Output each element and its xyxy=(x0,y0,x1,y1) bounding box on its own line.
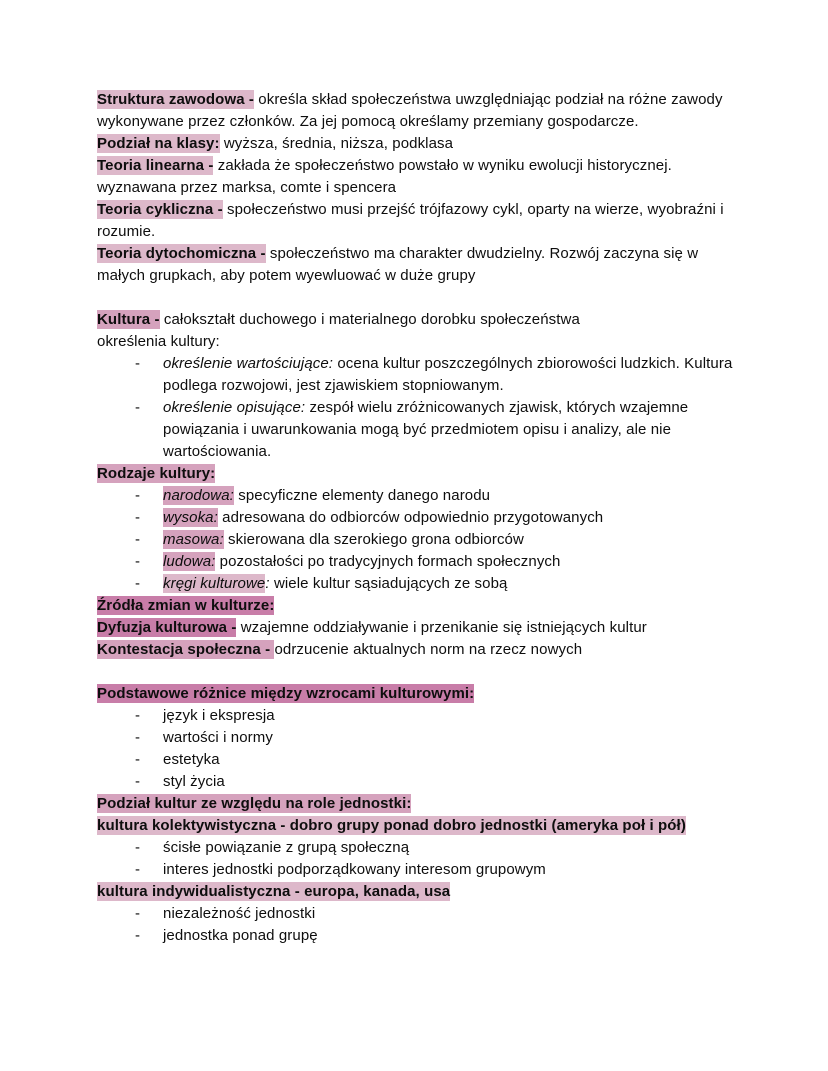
highlighted-text-run: narodowa: xyxy=(163,487,234,504)
paragraph xyxy=(97,89,743,133)
blank-line xyxy=(97,287,743,309)
highlighted-text-run: Podział kultur ze względu na role jednostki: xyxy=(97,795,412,812)
highlighted-text-run: Źródła zmian w kulturze: xyxy=(97,597,275,614)
text-run: pozostałości po tradycyjnych formach społecznych xyxy=(215,553,561,570)
document-body xyxy=(97,89,743,947)
list-item-text xyxy=(163,353,743,397)
text-run: wiele kultur sąsiadujących ze sobą xyxy=(269,575,508,592)
paragraph xyxy=(97,133,743,155)
paragraph xyxy=(97,793,743,815)
bullet-dash: - xyxy=(135,399,141,416)
list-item xyxy=(135,859,743,881)
highlighted-text-run: Podstawowe różnice między wzrocami kulturowymi: xyxy=(97,685,475,702)
list-item-text xyxy=(163,749,743,771)
text-run: niezależność jednostki xyxy=(163,905,316,922)
bullet-dash: - xyxy=(135,487,141,504)
text-run: wartości i normy xyxy=(163,729,273,746)
list-item-text xyxy=(163,771,743,793)
highlighted-text-run: Teoria dytochomiczna - xyxy=(97,245,266,262)
text-run: odrzucenie aktualnych norm na rzecz nowych xyxy=(274,641,583,658)
text-run: określenia kultury: xyxy=(97,333,220,350)
paragraph xyxy=(97,595,743,617)
highlighted-text-run: ludowa: xyxy=(163,553,216,570)
text-run: określenie opisujące: xyxy=(163,399,306,416)
list-item xyxy=(135,705,743,727)
text-run: społeczeństwo musi przejść trójfazowy cykl, oparty na wierze, wyobraźni i rozumie. xyxy=(97,201,724,240)
paragraph xyxy=(97,309,743,331)
bullet-dash: - xyxy=(135,553,141,570)
text-run: całokształt duchowego i materialnego dorobku społeczeństwa xyxy=(159,311,580,328)
bullet-dash: - xyxy=(135,773,141,790)
paragraph xyxy=(97,199,743,243)
list-item xyxy=(135,353,743,397)
list-item-text xyxy=(163,859,743,881)
list-item xyxy=(135,837,743,859)
text-run: styl życia xyxy=(163,773,225,790)
list-item xyxy=(135,551,743,573)
list-item xyxy=(135,771,743,793)
highlighted-text-run: Struktura zawodowa - xyxy=(97,91,255,108)
text-run: specyficzne elementy danego narodu xyxy=(233,487,491,504)
list-item-text xyxy=(163,397,743,463)
text-run: zakłada że społeczeństwo powstało w wyniku ewolucji historycznej. wyznawana przez marksa, comte i spencera xyxy=(97,157,672,196)
paragraph xyxy=(97,683,743,705)
bullet-dash: - xyxy=(135,839,141,856)
text-run: język i ekspresja xyxy=(163,707,275,724)
list-item xyxy=(135,925,743,947)
list-item xyxy=(135,749,743,771)
highlighted-text-run: kultura indywidualistyczna - europa, kanada, usa xyxy=(97,883,451,900)
list-item-text xyxy=(163,573,743,595)
list-item xyxy=(135,727,743,749)
paragraph xyxy=(97,463,743,485)
bullet-dash: - xyxy=(135,927,141,944)
list-item xyxy=(135,507,743,529)
bullet-dash: - xyxy=(135,707,141,724)
paragraph xyxy=(97,639,743,661)
bullet-dash: - xyxy=(135,905,141,922)
text-run: ścisłe powiązanie z grupą społeczną xyxy=(163,839,410,856)
bullet-dash: - xyxy=(135,861,141,878)
list-item xyxy=(135,573,743,595)
list-item xyxy=(135,529,743,551)
text-run: ocena kultur poszczególnych zbiorowości ludzkich. Kultura podlega rozwojowi, jest zjawiskiem stopniowanym. xyxy=(163,355,733,394)
text-run: : xyxy=(265,575,270,592)
bullet-dash: - xyxy=(135,575,141,592)
text-run: społeczeństwo ma charakter dwudzielny. Rozwój zaczyna się w małych grupkach, aby potem wyewluować w duże grupy xyxy=(97,245,699,284)
list-item-text xyxy=(163,837,743,859)
text-run: estetyka xyxy=(163,751,220,768)
text-run: określa skład społeczeństwa uwzględniając podział na różne zawody wykonywane przez członków. Za jej pomocą określamy przemiany gospodarcze. xyxy=(97,91,723,130)
text-run: jednostka ponad grupę xyxy=(163,927,318,944)
highlighted-text-run: Podział na klasy: xyxy=(97,135,220,152)
highlighted-text-run: wysoka: xyxy=(163,509,218,526)
bullet-dash: - xyxy=(135,531,141,548)
bullet-dash: - xyxy=(135,751,141,768)
text-run: wyższa, średnia, niższa, podklasa xyxy=(219,135,454,152)
paragraph xyxy=(97,617,743,639)
highlighted-text-run: masowa: xyxy=(163,531,224,548)
highlighted-text-run: kultura kolektywistyczna - dobro grupy ponad dobro jednostki (ameryka poł i pół) xyxy=(97,817,686,834)
list-item-text xyxy=(163,727,743,749)
text-run: adresowana do odbiorców odpowiednio przygotowanych xyxy=(217,509,604,526)
list-item-text xyxy=(163,507,743,529)
list-item-text xyxy=(163,925,743,947)
paragraph xyxy=(97,331,743,353)
paragraph xyxy=(97,243,743,287)
list-item-text xyxy=(163,903,743,925)
paragraph xyxy=(97,881,743,903)
highlighted-text-run: Kontestacja społeczna - xyxy=(97,641,275,658)
highlighted-text-run: Dyfuzja kulturowa - xyxy=(97,619,237,636)
list-item xyxy=(135,397,743,463)
text-run: określenie wartościujące: xyxy=(163,355,334,372)
text-run: zespół wielu zróżnicowanych zjawisk, których wzajemne powiązania i uwarunkowania mogą być przedmiotem opisu i analizy, ale nie wartościowania. xyxy=(163,399,689,460)
list-item-text xyxy=(163,485,743,507)
bullet-dash: - xyxy=(135,729,141,746)
blank-line xyxy=(97,661,743,683)
highlighted-text-run: kręgi kulturowe xyxy=(163,575,266,592)
bullet-dash: - xyxy=(135,355,141,372)
text-run: wzajemne oddziaływanie i przenikanie się istniejących kultur xyxy=(236,619,647,636)
highlighted-text-run: Rodzaje kultury: xyxy=(97,465,216,482)
paragraph xyxy=(97,815,743,837)
bullet-dash: - xyxy=(135,509,141,526)
list-item-text xyxy=(163,705,743,727)
list-item xyxy=(135,903,743,925)
list-item xyxy=(135,485,743,507)
highlighted-text-run: Kultura - xyxy=(97,311,160,328)
list-item-text xyxy=(163,551,743,573)
paragraph xyxy=(97,155,743,199)
text-run: skierowana dla szerokiego grona odbiorców xyxy=(223,531,524,548)
text-run: interes jednostki podporządkowany interesom grupowym xyxy=(163,861,546,878)
highlighted-text-run: Teoria linearna - xyxy=(97,157,214,174)
highlighted-text-run: Teoria cykliczna - xyxy=(97,201,223,218)
list-item-text xyxy=(163,529,743,551)
